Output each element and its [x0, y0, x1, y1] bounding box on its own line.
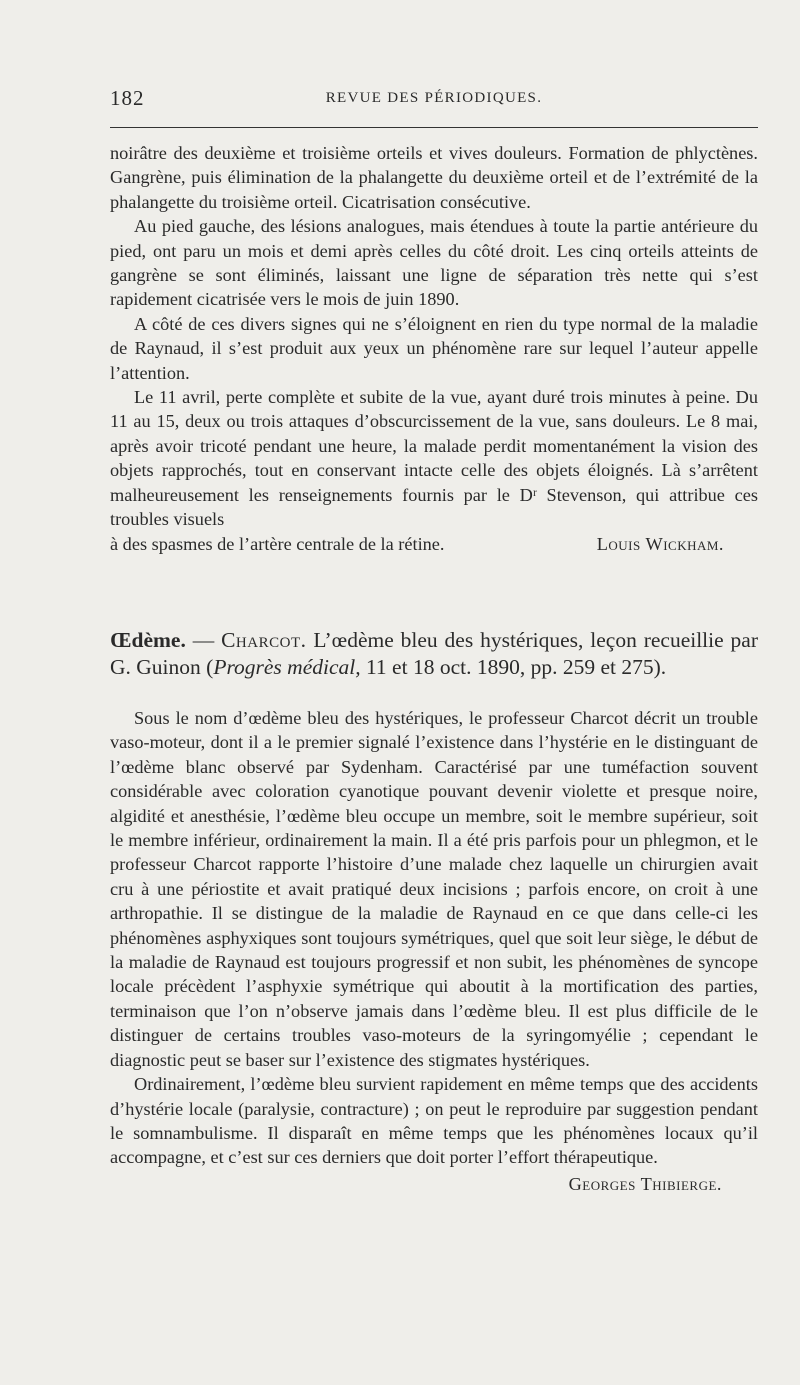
article-1-paragraph-4: Le 11 avril, perte complète et subite de la vue, ayant duré trois minutes à peine. Du 11 au 15, deux ou trois attaques d’obscurcissement de la vue, sans douleurs. Le 8 mai, après avoir tricoté pendant une heure, la malade perdit momentanément la vision des objets rapprochés, tout en conservant intacte celle des objets éloignés. Là s’arrêtent malheureusement les renseignements fournis par le Dʳ Stevenson, qui attribue ces troubles visuels [110, 387, 758, 530]
article-2-title: L’œdème bleu des hystériques, leçon recueillie par G. Guinon ( [110, 628, 759, 679]
article-2-paragraph-1: Sous le nom d’œdème bleu des hystériques, le professeur Charcot décrit un trouble vaso-moteur, dont il a le premier signalé l’existence dans l’hystérie en le distinguant de l’œdème blanc observé par Sydenham. Caractérisé par une tuméfaction souvent considérable avec coloration cyanotique pouvant devenir violette et presque noire, algidité et anesthésie, l’œdème bleu occupe un membre, soit le membre supérieur, soit le membre inférieur, ordinairement la main. Il a été pris parfois pour un phlegmon, et le professeur Charcot rapporte l’histoire d’une malade chez laquelle un chirurgien avait cru à une périostite et avait pratiqué deux incisions ; parfois encore, on croit à une arthropathie. Il se distingue de la maladie de Raynaud en ce que dans celle-ci les phénomènes asphyxiques sont toujours symétriques, quel que soit leur siège, le début de la maladie de Raynaud est toujours progressif et non subit, les phénomènes de syncope locale précèdent l’asphyxie symétrique qui aboutit à la mortification des parties, terminaison que l’on n’observe jamais dans l’œdème bleu. Il est plus difficile de le distinguer de certains troubles vaso-moteurs de la syringomyélie ; cependant le diagnostic peut se baser sur l’existence des stigmates hystériques. [110, 708, 758, 1070]
article-1-paragraph-1: noirâtre des deuxième et troisième orteils et vives douleurs. Formation de phlyctènes. Gangrène, puis élimination de la phalangette du deuxième orteil et de l’extrémité de la phalangette du troisième orteil. Cicatrisation consécutive. [110, 143, 758, 212]
running-title: REVUE DES PÉRIODIQUES. [325, 90, 543, 106]
article-2-source: Progrès médical, [213, 655, 361, 679]
article-2-author-signature: Georges Thibierge. [568, 1173, 722, 1194]
article-1-author-signature: Louis Wickham. [596, 533, 724, 554]
page-number: 182 [110, 86, 145, 110]
article-1-paragraph-3: A côté de ces divers signes qui ne s’éloignent en rien du type normal de la maladie de Raynaud, il s’est produit aux yeux un phénomène rare sur lequel l’auteur appelle l’attention. [110, 313, 758, 383]
article-2-dash: — [185, 628, 222, 652]
article-1-body [110, 141, 758, 556]
article-1-last-line [110, 532, 758, 556]
header-rule [110, 127, 758, 128]
running-header [110, 86, 758, 116]
article-2-keyword: Œdème. [110, 628, 186, 652]
article-1-paragraph-4-end: à des spasmes de l’artère centrale de la rétine. [110, 533, 445, 554]
article-2-source-details: 11 et 18 oct. 1890, pp. 259 et 275). [360, 655, 667, 679]
article-2-paragraph-2: Ordinairement, l’œdème bleu survient rapidement en même temps que des accidents d’hystérie locale (paralysie, contracture) ; on peut le reproduire par suggestion pendant le somnambulisme. Il disparaît en même temps que les phénomènes locaux qu’il accompagne, et c’est sur ces derniers que doit porter l’effort thérapeutique. [110, 1074, 758, 1168]
article-2-body [110, 706, 758, 1196]
article-2-author: Charcot. [221, 628, 307, 652]
article-2-heading [110, 627, 758, 681]
article-1-paragraph-2: Au pied gauche, des lésions analogues, mais étendues à toute la partie antérieure du pied, ont paru un mois et demi après celles du côté droit. Les cinq orteils atteints de gangrène se sont éliminés, laissant une ligne de séparation très nette qui s’est rapidement cicatrisée vers le mois de juin 1890. [110, 216, 758, 310]
